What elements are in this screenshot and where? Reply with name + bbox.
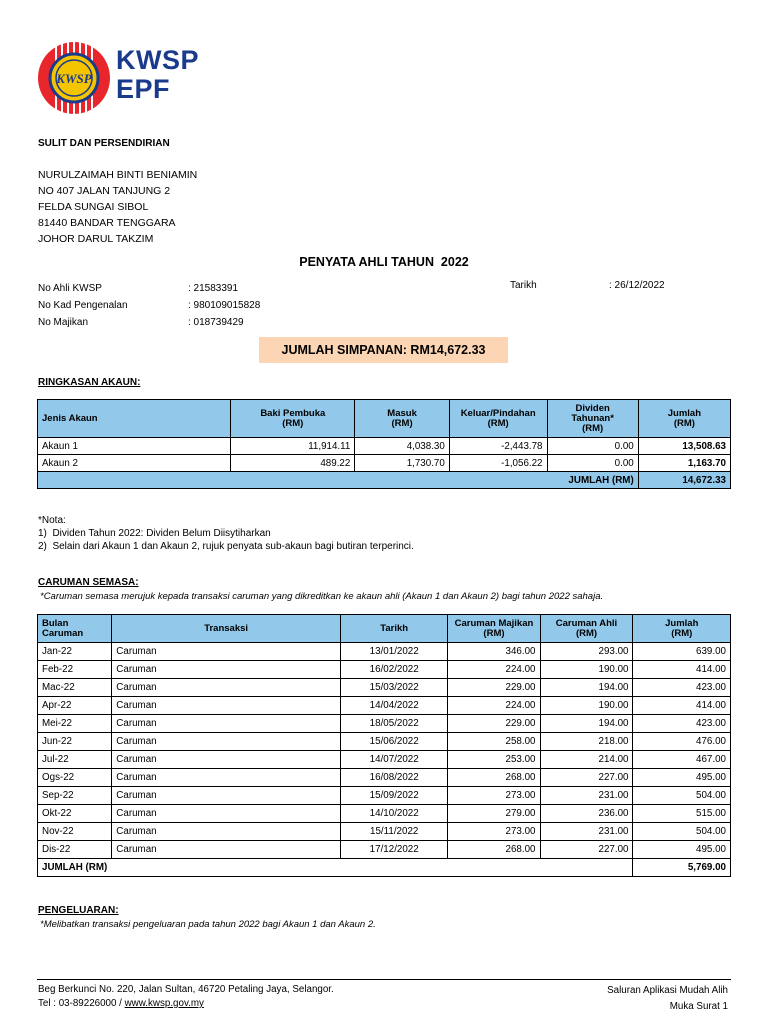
contrib-title: CARUMAN SEMASA: bbox=[38, 577, 139, 588]
col-header-text: Masuk (RM) bbox=[387, 407, 417, 429]
amount-cell: 1,163.70 bbox=[638, 455, 730, 472]
transaction-cell: Caruman bbox=[112, 715, 341, 733]
notes bbox=[38, 514, 414, 553]
month-cell: Sep-22 bbox=[38, 787, 112, 805]
col-header bbox=[449, 400, 547, 438]
col-header-text: Keluar/Pindahan (RM) bbox=[460, 407, 536, 429]
month-cell: Jun-22 bbox=[38, 733, 112, 751]
table-row bbox=[38, 841, 731, 859]
transaction-cell: Caruman bbox=[112, 643, 341, 661]
table-row bbox=[38, 787, 731, 805]
info-row bbox=[38, 314, 260, 331]
footer-divider bbox=[37, 979, 731, 980]
info-value: : 21583391 bbox=[188, 283, 239, 294]
table-row bbox=[38, 661, 731, 679]
date-cell: 13/01/2022 bbox=[340, 643, 448, 661]
member-cell: 227.00 bbox=[540, 841, 633, 859]
note-line: 2) Selain dari Akaun 1 dan Akaun 2, rujuk penyata sub-akaun bagi butiran terperinci. bbox=[38, 541, 414, 552]
withdraw-note: *Melibatkan transaksi pengeluaran pada tahun 2022 bagi Akaun 1 dan Akaun 2. bbox=[40, 919, 376, 930]
note-line: 1) Dividen Tahun 2022: Dividen Belum Diisytiharkan bbox=[38, 528, 271, 539]
total-cell: 423.00 bbox=[633, 715, 731, 733]
month-cell: Mei-22 bbox=[38, 715, 112, 733]
employer-cell: 229.00 bbox=[448, 679, 540, 697]
info-row bbox=[38, 297, 260, 314]
contrib-total-row bbox=[38, 859, 731, 877]
address-line: NO 407 JALAN TANJUNG 2 bbox=[38, 185, 171, 197]
transaction-cell: Caruman bbox=[112, 751, 341, 769]
transaction-cell: Caruman bbox=[112, 805, 341, 823]
col-header: Jenis Akaun bbox=[38, 400, 231, 438]
table-row bbox=[38, 697, 731, 715]
total-cell: 495.00 bbox=[633, 769, 731, 787]
statement-title: PENYATA AHLI TAHUN 2022 bbox=[299, 255, 469, 269]
contribution-table bbox=[37, 614, 731, 877]
transaction-cell: Caruman bbox=[112, 697, 341, 715]
total-cell: 414.00 bbox=[633, 697, 731, 715]
col-header bbox=[355, 400, 450, 438]
month-cell: Okt-22 bbox=[38, 805, 112, 823]
logo-kwsp: KWSP bbox=[116, 45, 199, 75]
date-cell: 15/03/2022 bbox=[340, 679, 448, 697]
table-header-row bbox=[38, 400, 731, 438]
col-header-text: Jumlah (RM) bbox=[665, 617, 699, 639]
col-header bbox=[38, 615, 112, 643]
member-cell: 194.00 bbox=[540, 679, 633, 697]
member-cell: 218.00 bbox=[540, 733, 633, 751]
col-header: Tarikh bbox=[340, 615, 448, 643]
col-header-text: Bulan Caruman bbox=[42, 617, 84, 639]
table-row bbox=[38, 715, 731, 733]
employer-cell: 268.00 bbox=[448, 841, 540, 859]
total-label: JUMLAH (RM) bbox=[38, 859, 633, 877]
member-cell: 190.00 bbox=[540, 697, 633, 715]
month-cell: Nov-22 bbox=[38, 823, 112, 841]
address-line: FELDA SUNGAI SIBOL bbox=[38, 201, 149, 213]
employer-cell: 346.00 bbox=[448, 643, 540, 661]
footer-address bbox=[38, 983, 334, 1011]
kwsp-seal-icon bbox=[36, 38, 112, 118]
col-header-text: Caruman Ahli (RM) bbox=[555, 617, 618, 639]
transaction-cell: Caruman bbox=[112, 787, 341, 805]
withdraw-title: PENGELUARAN: bbox=[38, 905, 119, 916]
table-row bbox=[38, 643, 731, 661]
amount-cell: 1,730.70 bbox=[355, 455, 450, 472]
footer-tel: Tel : 03-89226000 / bbox=[38, 998, 125, 1009]
table-row bbox=[38, 455, 731, 472]
table-row bbox=[38, 751, 731, 769]
summary-total-row bbox=[38, 472, 731, 489]
transaction-cell: Caruman bbox=[112, 679, 341, 697]
transaction-cell: Caruman bbox=[112, 661, 341, 679]
table-header-row bbox=[38, 615, 731, 643]
total-cell: 467.00 bbox=[633, 751, 731, 769]
month-cell: Jan-22 bbox=[38, 643, 112, 661]
col-header-text: Jumlah (RM) bbox=[667, 407, 701, 429]
date-cell: 15/11/2022 bbox=[340, 823, 448, 841]
member-info bbox=[38, 280, 260, 331]
member-cell: 190.00 bbox=[540, 661, 633, 679]
date-cell: 14/04/2022 bbox=[340, 697, 448, 715]
date-cell: 14/10/2022 bbox=[340, 805, 448, 823]
summary-title: RINGKASAN AKAUN: bbox=[38, 377, 141, 388]
col-header bbox=[633, 615, 731, 643]
amount-cell: 13,508.63 bbox=[638, 438, 730, 455]
col-header-text: Caruman Majikan (RM) bbox=[454, 617, 534, 639]
address-line: NURULZAIMAH BINTI BENIAMIN bbox=[38, 169, 198, 181]
col-header bbox=[540, 615, 633, 643]
amount-cell: -1,056.22 bbox=[449, 455, 547, 472]
member-cell: 214.00 bbox=[540, 751, 633, 769]
employer-cell: 273.00 bbox=[448, 787, 540, 805]
month-cell: Feb-22 bbox=[38, 661, 112, 679]
transaction-cell: Caruman bbox=[112, 841, 341, 859]
info-row bbox=[38, 280, 260, 297]
confidential-label: SULIT DAN PERSENDIRIAN bbox=[38, 138, 170, 149]
total-cell: 515.00 bbox=[633, 805, 731, 823]
account-name-cell: Akaun 2 bbox=[38, 455, 231, 472]
amount-cell: 4,038.30 bbox=[355, 438, 450, 455]
footer-right bbox=[607, 983, 728, 1015]
transaction-cell: Caruman bbox=[112, 823, 341, 841]
date-value: : 26/12/2022 bbox=[609, 280, 665, 291]
member-address bbox=[38, 167, 197, 247]
col-header bbox=[547, 400, 638, 438]
member-cell: 231.00 bbox=[540, 823, 633, 841]
address-line: JOHOR DARUL TAKZIM bbox=[38, 233, 154, 245]
amount-cell: 0.00 bbox=[547, 438, 638, 455]
logo-epf: EPF bbox=[116, 74, 171, 104]
month-cell: Apr-22 bbox=[38, 697, 112, 715]
total-savings: JUMLAH SIMPANAN: RM14,672.33 bbox=[259, 337, 508, 363]
table-row bbox=[38, 769, 731, 787]
total-cell: 414.00 bbox=[633, 661, 731, 679]
info-value: : 980109015828 bbox=[188, 300, 261, 311]
address-line: 81440 BANDAR TENGGARA bbox=[38, 217, 176, 229]
month-cell: Mac-22 bbox=[38, 679, 112, 697]
info-value: : 018739429 bbox=[188, 317, 244, 328]
account-name-cell: Akaun 1 bbox=[38, 438, 231, 455]
table-row bbox=[38, 733, 731, 751]
table-row bbox=[38, 805, 731, 823]
month-cell: Jul-22 bbox=[38, 751, 112, 769]
employer-cell: 224.00 bbox=[448, 697, 540, 715]
date-cell: 16/02/2022 bbox=[340, 661, 448, 679]
page-number: Muka Surat 1 bbox=[669, 1001, 728, 1012]
total-value: 14,672.33 bbox=[638, 472, 730, 489]
col-header-text: Baki Pembuka (RM) bbox=[260, 407, 326, 429]
col-header bbox=[448, 615, 540, 643]
employer-cell: 273.00 bbox=[448, 823, 540, 841]
employer-cell: 224.00 bbox=[448, 661, 540, 679]
info-label: No Ahli KWSP bbox=[38, 283, 102, 294]
contrib-note: *Caruman semasa merujuk kepada transaksi caruman yang dikreditkan ke akaun ahli (Akaun 1 dan Akaun 2) bagi tahun 2022 sahaja. bbox=[40, 591, 604, 602]
date-cell: 17/12/2022 bbox=[340, 841, 448, 859]
account-summary-table bbox=[37, 399, 731, 489]
total-cell: 504.00 bbox=[633, 823, 731, 841]
transaction-cell: Caruman bbox=[112, 769, 341, 787]
member-cell: 194.00 bbox=[540, 715, 633, 733]
employer-cell: 258.00 bbox=[448, 733, 540, 751]
footer-address-line: Beg Berkunci No. 220, Jalan Sultan, 46720 Petaling Jaya, Selangor. bbox=[38, 984, 334, 995]
total-value: 5,769.00 bbox=[633, 859, 731, 877]
employer-cell: 229.00 bbox=[448, 715, 540, 733]
info-label: No Kad Pengenalan bbox=[38, 300, 128, 311]
employer-cell: 268.00 bbox=[448, 769, 540, 787]
website-link[interactable]: www.kwsp.gov.my bbox=[124, 998, 204, 1009]
svg-text:KWSP: KWSP bbox=[56, 71, 92, 86]
amount-cell: -2,443.78 bbox=[449, 438, 547, 455]
logo-text bbox=[116, 46, 199, 104]
total-label: JUMLAH (RM) bbox=[38, 472, 639, 489]
col-header bbox=[231, 400, 355, 438]
date-label: Tarikh bbox=[510, 280, 537, 291]
table-row bbox=[38, 823, 731, 841]
date-cell: 15/09/2022 bbox=[340, 787, 448, 805]
member-cell: 227.00 bbox=[540, 769, 633, 787]
date-cell: 16/08/2022 bbox=[340, 769, 448, 787]
table-row bbox=[38, 679, 731, 697]
amount-cell: 0.00 bbox=[547, 455, 638, 472]
member-cell: 231.00 bbox=[540, 787, 633, 805]
member-cell: 236.00 bbox=[540, 805, 633, 823]
col-header bbox=[638, 400, 730, 438]
date-cell: 18/05/2022 bbox=[340, 715, 448, 733]
footer-channel: Saluran Aplikasi Mudah Alih bbox=[607, 985, 728, 996]
total-cell: 423.00 bbox=[633, 679, 731, 697]
employer-cell: 279.00 bbox=[448, 805, 540, 823]
date-cell: 15/06/2022 bbox=[340, 733, 448, 751]
col-header-text: Dividen Tahunan* (RM) bbox=[571, 402, 614, 434]
footer-contact bbox=[38, 997, 334, 1011]
total-cell: 476.00 bbox=[633, 733, 731, 751]
member-cell: 293.00 bbox=[540, 643, 633, 661]
total-cell: 639.00 bbox=[633, 643, 731, 661]
month-cell: Dis-22 bbox=[38, 841, 112, 859]
month-cell: Ogs-22 bbox=[38, 769, 112, 787]
total-cell: 495.00 bbox=[633, 841, 731, 859]
total-cell: 504.00 bbox=[633, 787, 731, 805]
employer-cell: 253.00 bbox=[448, 751, 540, 769]
kwsp-logo bbox=[36, 38, 199, 118]
date-cell: 14/07/2022 bbox=[340, 751, 448, 769]
table-row bbox=[38, 438, 731, 455]
info-label: No Majikan bbox=[38, 317, 89, 328]
note-line: *Nota: bbox=[38, 515, 66, 526]
col-header: Transaksi bbox=[112, 615, 341, 643]
transaction-cell: Caruman bbox=[112, 733, 341, 751]
amount-cell: 11,914.11 bbox=[231, 438, 355, 455]
amount-cell: 489.22 bbox=[231, 455, 355, 472]
